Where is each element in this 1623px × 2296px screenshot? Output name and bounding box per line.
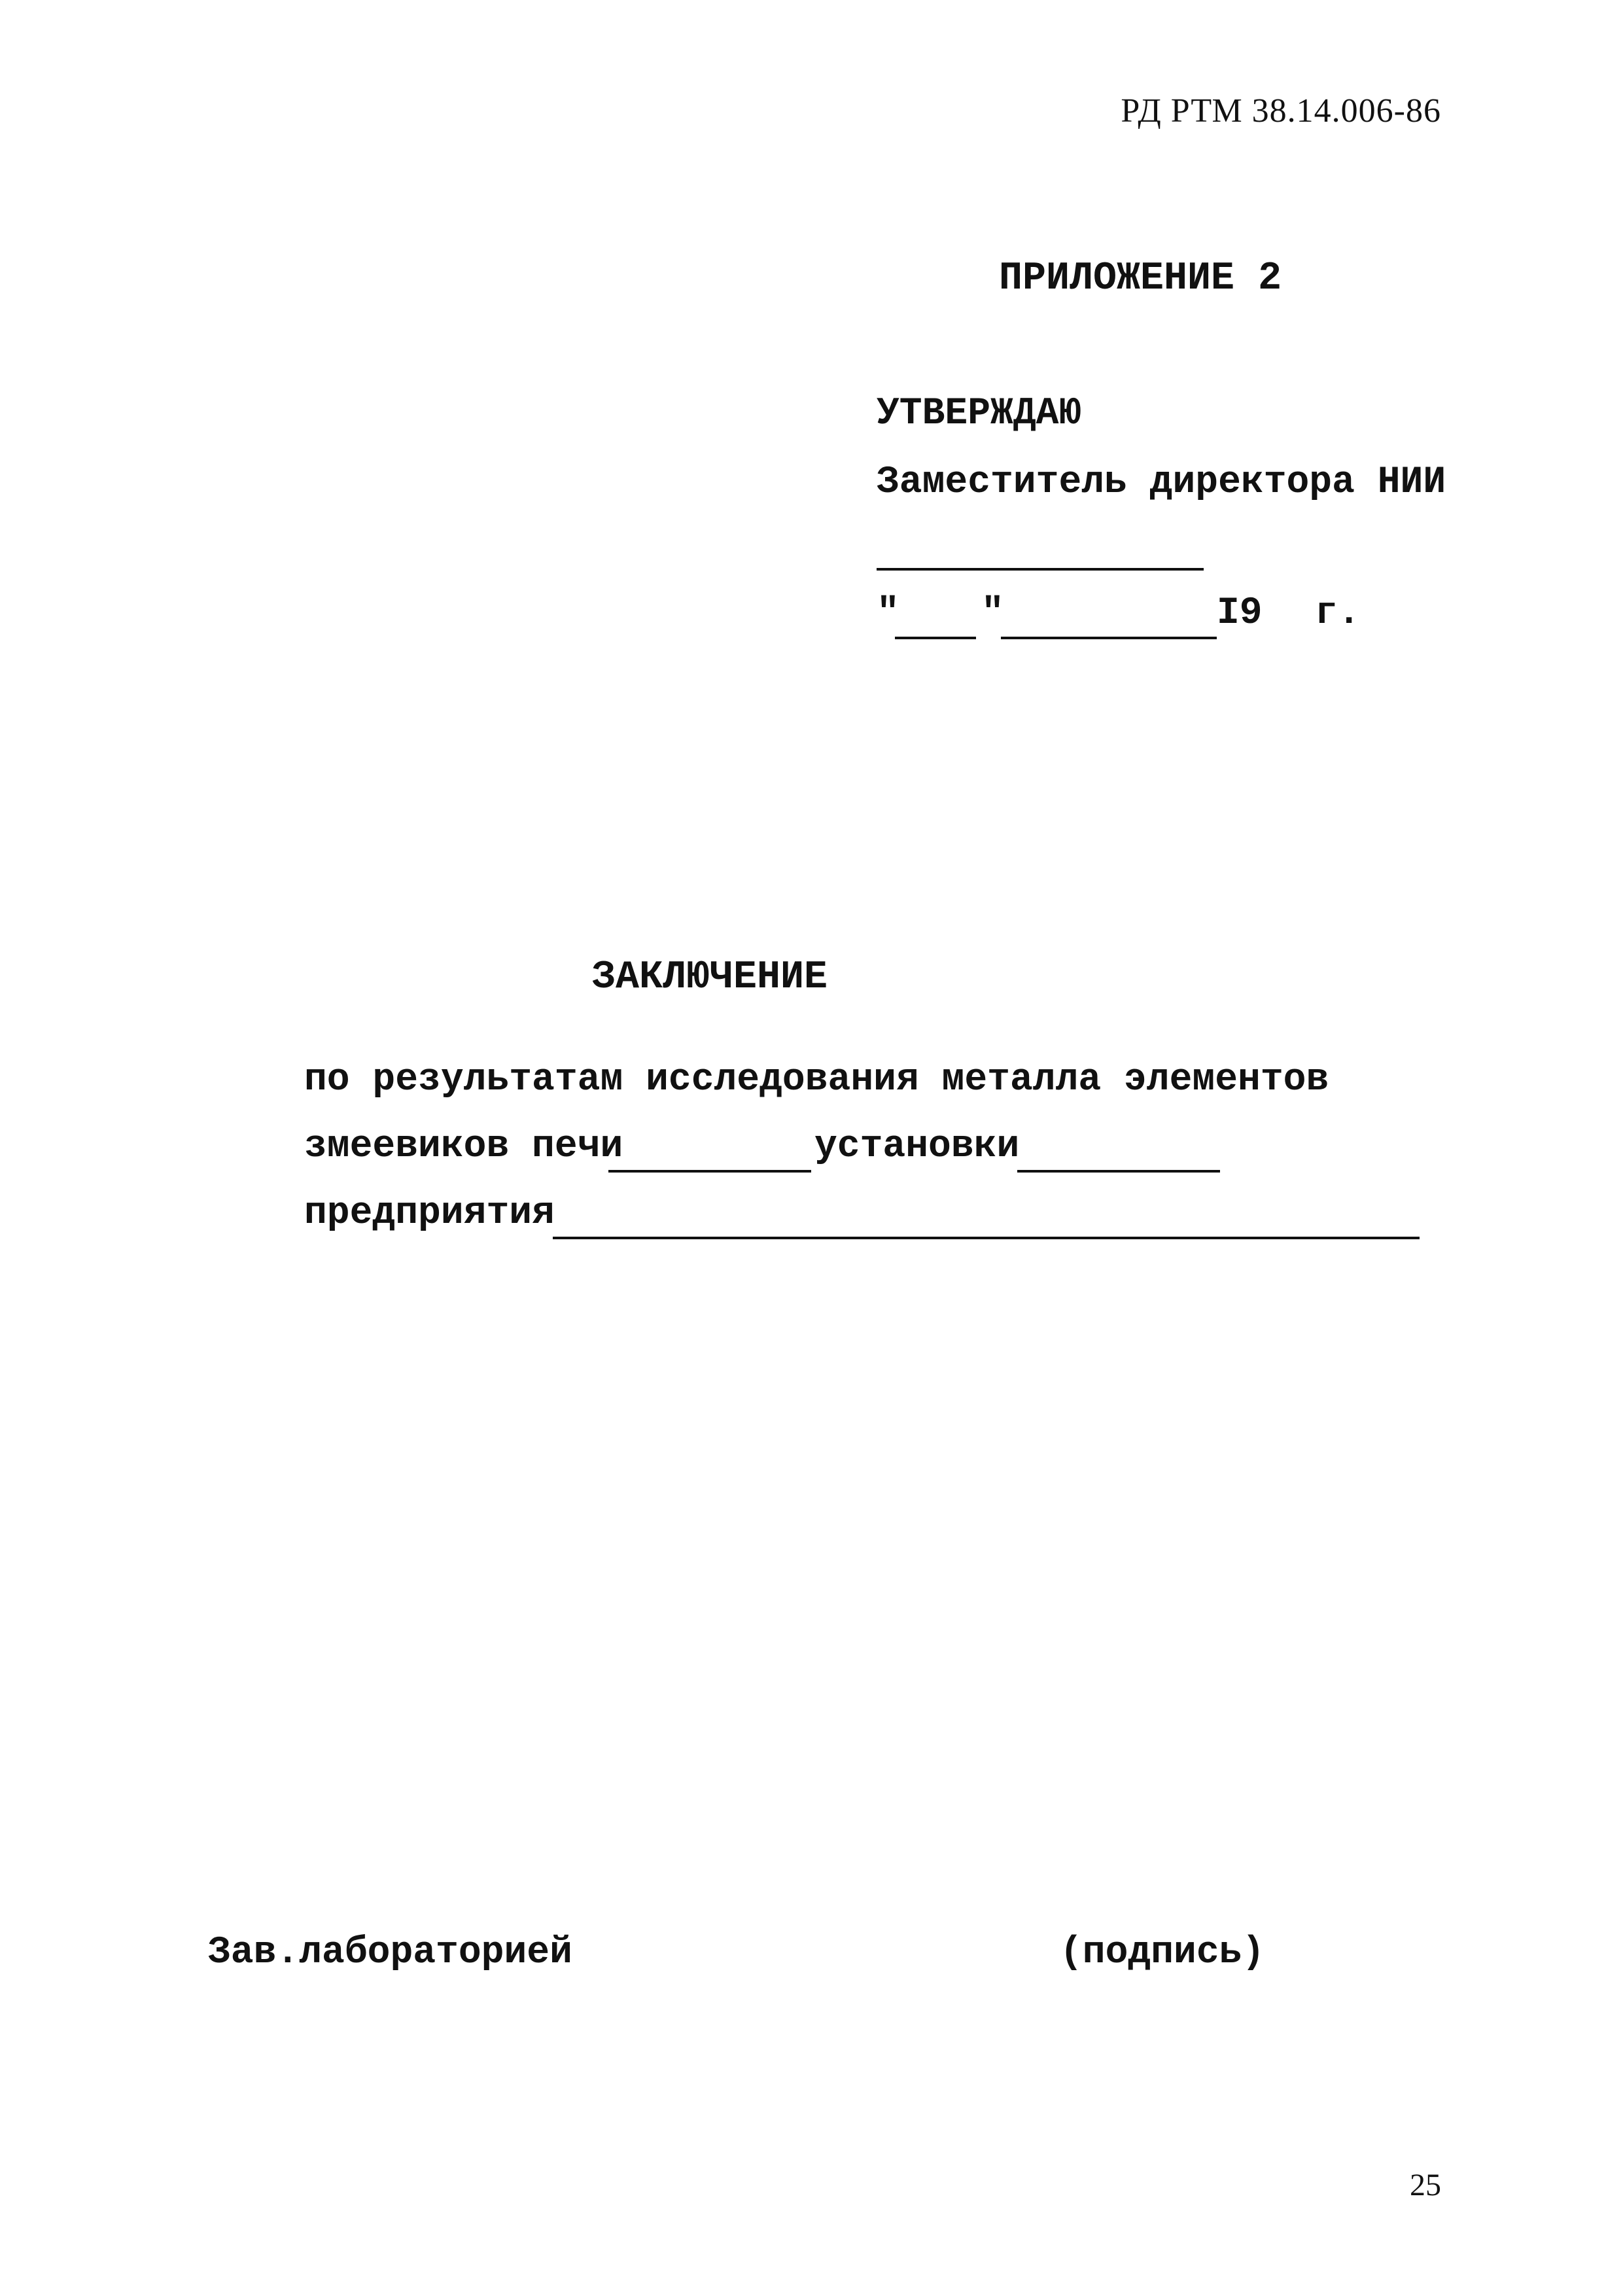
enterprise-blank-line bbox=[553, 1237, 1420, 1239]
page-number: 25 bbox=[1410, 2168, 1441, 2202]
date-quote-close: " bbox=[981, 592, 1004, 635]
date-quote-open: " bbox=[877, 592, 899, 635]
lab-head-label: Зав.лабораторией bbox=[208, 1932, 572, 1974]
year-prefix: I9 bbox=[1217, 592, 1263, 635]
enterprise-label: предприятия bbox=[304, 1192, 555, 1235]
day-blank-line bbox=[895, 637, 976, 639]
signature-label: (подпись) bbox=[1060, 1932, 1265, 1974]
signature-line bbox=[877, 568, 1204, 571]
unit-label: установки bbox=[814, 1125, 1020, 1168]
appendix-label: ПРИЛОЖЕНИЕ 2 bbox=[999, 256, 1282, 301]
furnace-coils-label: змеевиков печи bbox=[304, 1125, 623, 1168]
conclusion-line-1: по результатам исследования металла элементов bbox=[304, 1059, 1329, 1101]
document-code: РД РТМ 38.14.006-86 bbox=[1121, 92, 1441, 130]
year-suffix: г. bbox=[1315, 592, 1361, 635]
approver-position: Заместитель директора НИИ bbox=[877, 461, 1446, 504]
unit-blank-line bbox=[1017, 1170, 1220, 1173]
furnace-blank-line bbox=[608, 1170, 811, 1173]
month-blank-line bbox=[1001, 637, 1217, 639]
document-title: ЗАКЛЮЧЕНИЕ bbox=[592, 955, 828, 1000]
approval-heading: УТВЕРЖДАЮ bbox=[877, 393, 1082, 435]
